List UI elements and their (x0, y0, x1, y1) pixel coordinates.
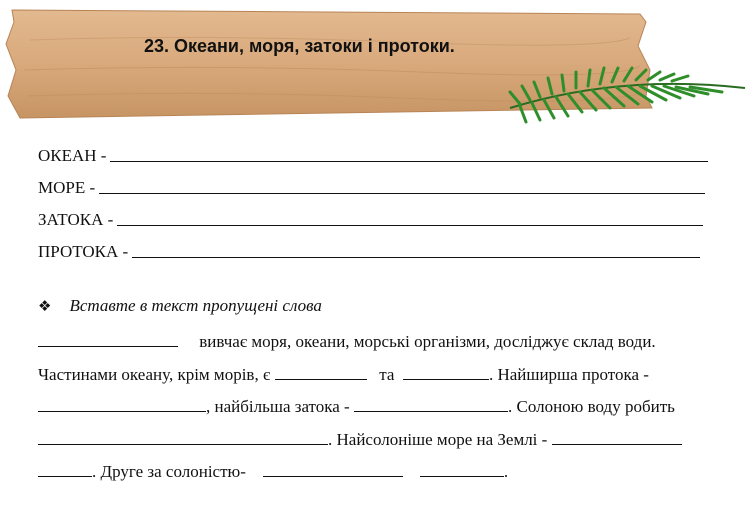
fill-blank[interactable] (403, 365, 489, 380)
paragraph-text: та (379, 364, 395, 384)
answer-line[interactable] (117, 225, 703, 226)
diamond-bullet-icon: ❖ (38, 297, 52, 315)
paragraph-text: вивчає моря, океани, морські організми, досліджує склад води. (199, 332, 656, 351)
fill-blank[interactable] (552, 430, 682, 445)
fill-blank[interactable] (420, 462, 504, 477)
fill-blank[interactable] (354, 397, 508, 412)
fill-blank[interactable] (275, 365, 367, 380)
paragraph-text: . Найширша протока - (488, 364, 649, 384)
fill-in-paragraph (38, 326, 728, 489)
definition-row-strait (38, 232, 728, 264)
answer-line[interactable] (99, 193, 705, 194)
wooden-plank-banner (0, 0, 750, 140)
fill-blank[interactable] (38, 332, 178, 347)
task-instruction (38, 296, 322, 316)
fill-blank[interactable] (38, 462, 92, 477)
definition-term: ПРОТОКА - (38, 242, 129, 261)
paragraph-text: . Солоною воду робить (507, 397, 675, 416)
definitions-list (38, 136, 728, 264)
paragraph-text: , найбільша затока - (206, 397, 350, 416)
fill-blank[interactable] (38, 430, 328, 445)
wooden-plank-graphic (0, 0, 750, 140)
task-instruction-text: Вставте в текст пропущені слова (69, 296, 322, 315)
definition-row-sea (38, 168, 728, 200)
paragraph-text: Частинами океану, крім морів, є (38, 364, 271, 384)
fill-blank[interactable] (38, 397, 206, 412)
answer-line[interactable] (132, 257, 700, 258)
definition-term: МОРЕ - (38, 178, 96, 197)
page-title: 23. Океани, моря, затоки і протоки. (144, 36, 455, 56)
answer-line[interactable] (110, 161, 708, 162)
definition-row-bay (38, 200, 728, 232)
definition-term: ОКЕАН - (38, 146, 107, 165)
definition-term: ЗАТОКА - (38, 210, 114, 229)
paragraph-text: . Друге за солоністю- (92, 462, 246, 481)
paragraph-text: . (503, 462, 509, 481)
fill-blank[interactable] (263, 462, 403, 477)
paragraph-text: . Найсолоніше море на Землі - (328, 429, 548, 449)
definition-row-ocean (38, 136, 728, 168)
